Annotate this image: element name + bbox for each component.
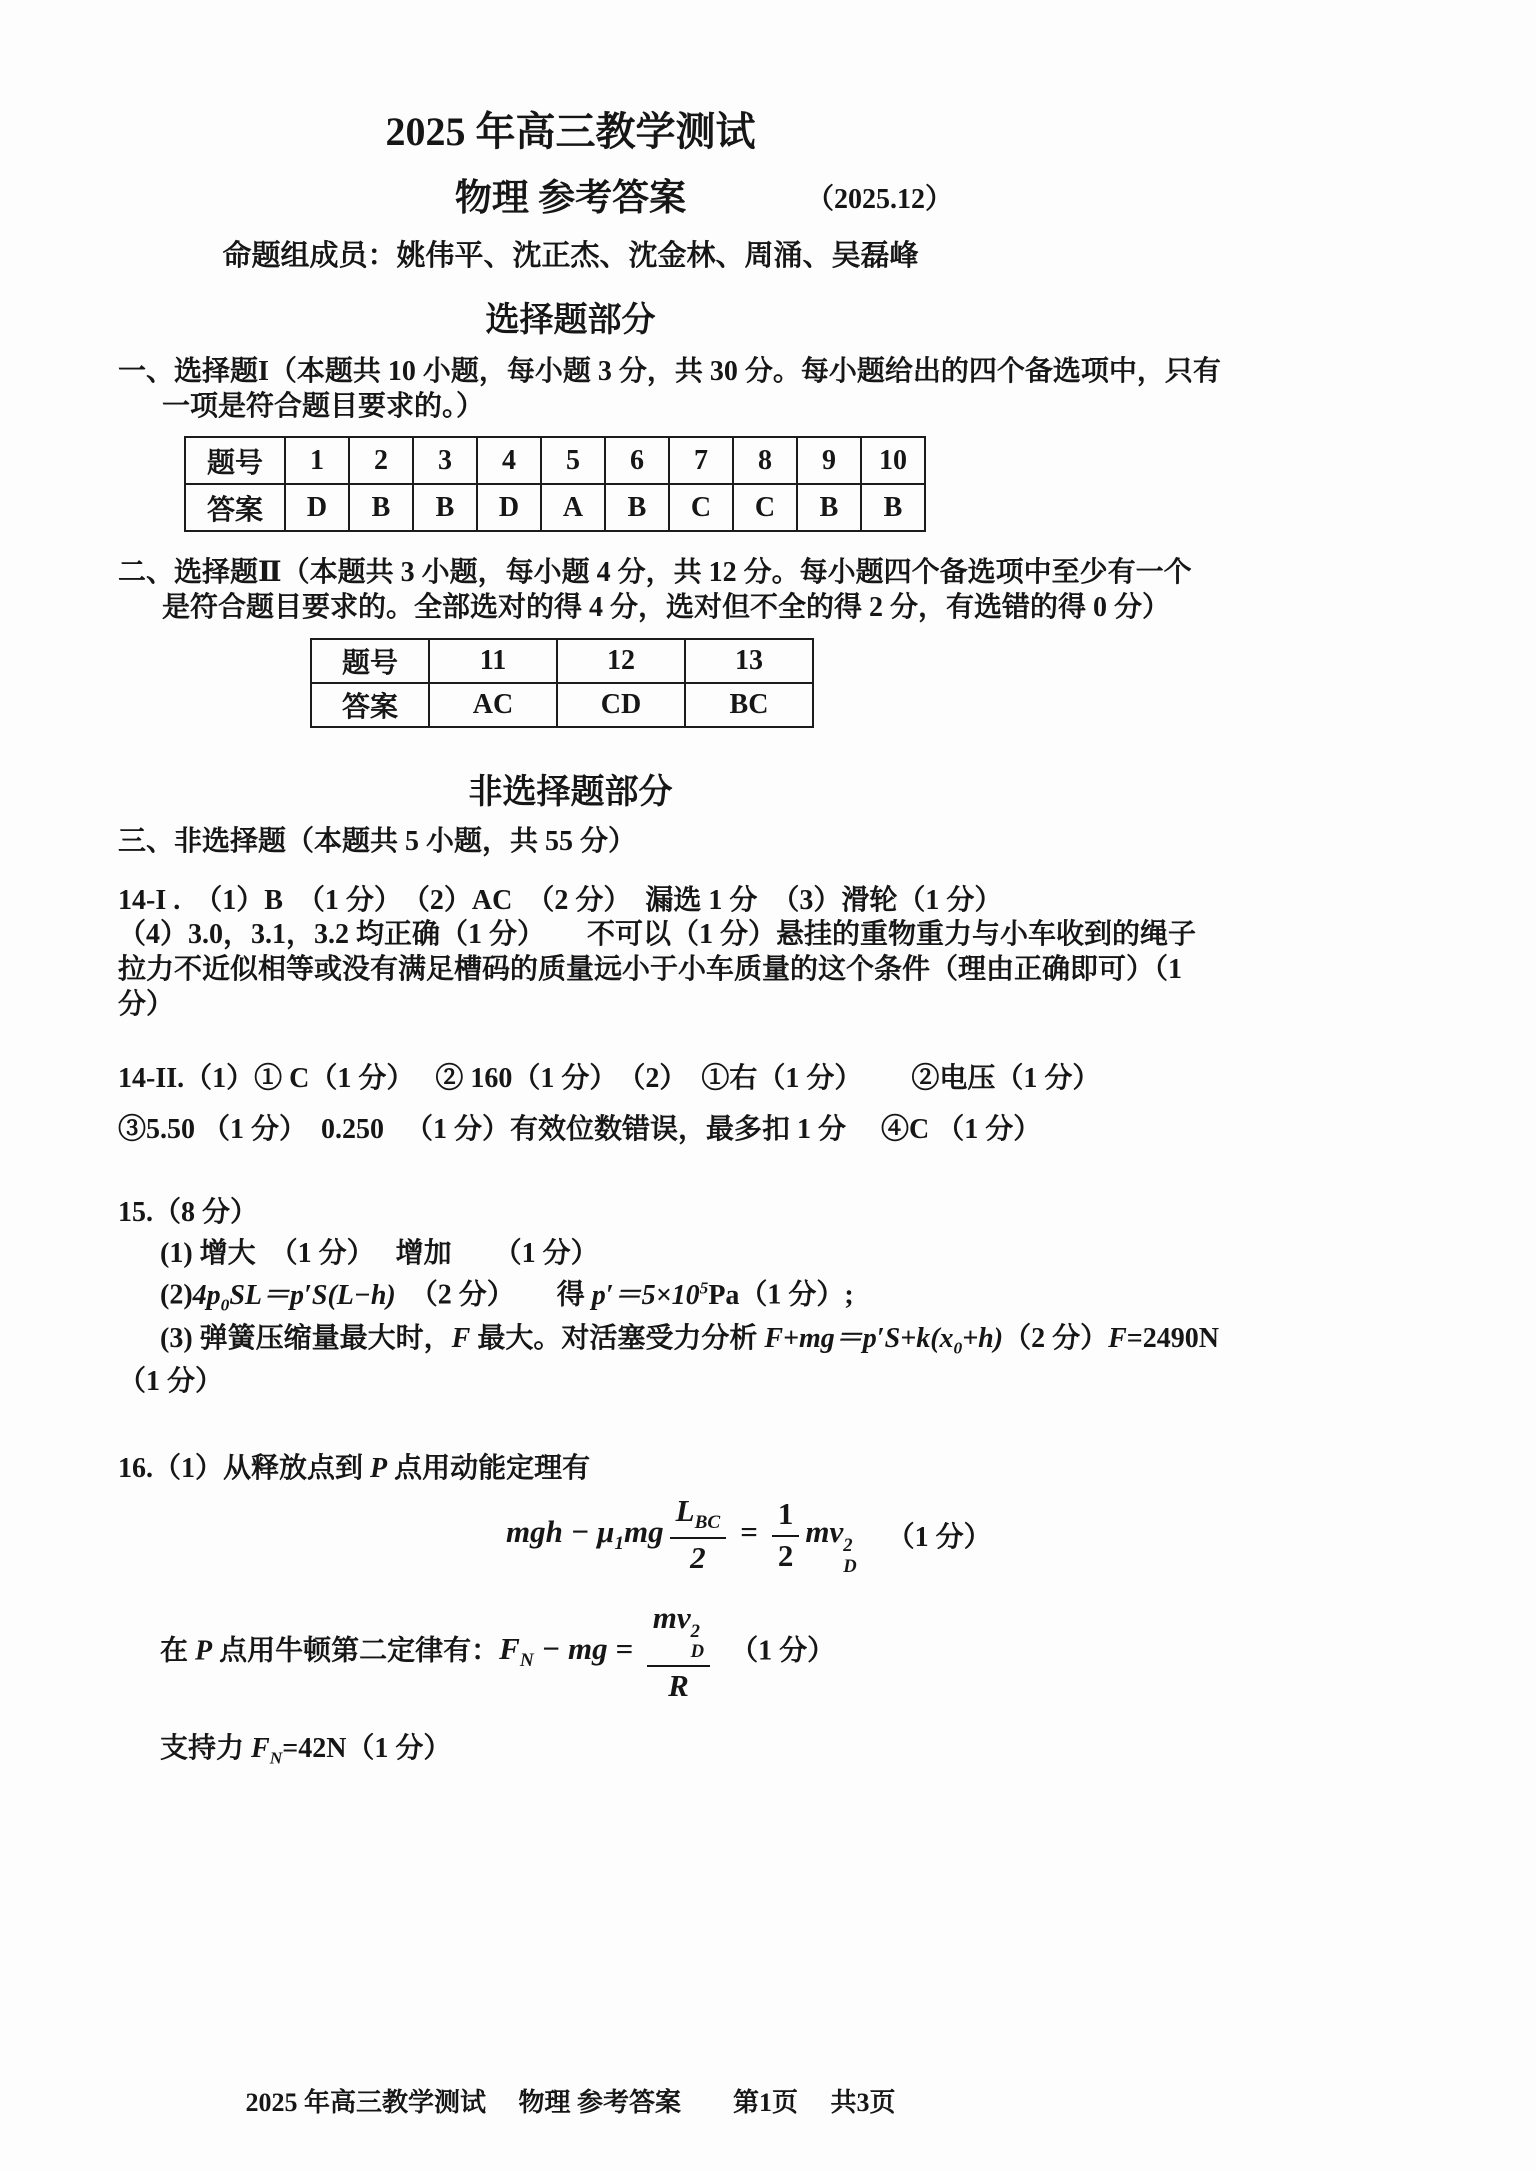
answer-cell: B <box>861 484 925 531</box>
q15-head: 15.（8 分） <box>118 1196 259 1228</box>
q16-energy-formula-row <box>506 1494 1424 1576</box>
math-var-P: P <box>370 1452 388 1484</box>
row-label-cell: 题号 <box>311 639 429 683</box>
fraction-one-half <box>772 1497 800 1573</box>
question-number-cell: 4 <box>477 437 541 484</box>
authors-line: 命题组成员：姚伟平、沈正杰、沈金林、周涌、吴磊峰 <box>222 240 919 272</box>
q15-line2-mid: （2 分） 得 <box>395 1279 592 1311</box>
q16-newton-text1: 在 <box>160 1635 196 1667</box>
q16-intro-text2: 点用动能定理有 <box>387 1452 591 1484</box>
answer-cell: CD <box>557 683 685 727</box>
q15-line2 <box>118 1277 1424 1315</box>
answer-cell: B <box>605 484 669 531</box>
question-number-cell: 9 <box>797 437 861 484</box>
q15-line3-label: (3) <box>160 1322 200 1354</box>
q15-equation-1 <box>192 1279 396 1315</box>
table-row-numbers <box>185 437 925 484</box>
noncho-heading-block <box>118 764 1023 813</box>
choice2-instructions-line2: 是符合题目要求的。全部选对的得 4 分，选对但不全的得 2 分，有选错的得 0 分） <box>162 592 1171 624</box>
choice1-instructions <box>118 355 1424 424</box>
answer-cell: AC <box>429 683 557 727</box>
math-subscript: BC <box>694 1512 721 1534</box>
choice1-instructions-line1: 一、选择题I（本题共 10 小题，每小题 3 分，共 30 分。每小题给出的四个备选项中，只有 <box>118 356 1221 387</box>
question-number-cell: 2 <box>349 437 413 484</box>
math-subscript: D <box>690 1640 705 1662</box>
answer-cell: D <box>285 484 349 531</box>
row-label-cell: 答案 <box>311 683 429 727</box>
math-text: mg <box>624 1514 664 1550</box>
q15-line3-text1: 弹簧压缩量最大时， <box>199 1322 452 1354</box>
doc-subtitle: 物理 参考答案 <box>454 178 687 219</box>
q15-line3-score: （2 分） <box>1003 1322 1109 1354</box>
unit-text: Pa <box>708 1279 740 1311</box>
math-text: mgh − μ <box>506 1514 615 1550</box>
q16-energy-formula-score: （1 分） <box>886 1522 992 1554</box>
sup-sub-stack <box>691 1622 704 1662</box>
math-subscript: N <box>269 1748 283 1768</box>
table-row-numbers <box>311 639 813 683</box>
math-text: F <box>251 1732 270 1764</box>
q16-newton-formula <box>499 1599 716 1704</box>
q15-line2-end: （1 分）; <box>739 1279 854 1311</box>
answer-cell: D <box>477 484 541 531</box>
math-superscript: 5 <box>699 1278 709 1298</box>
choice1-answer-table <box>184 436 926 532</box>
math-var-F: F <box>451 1322 471 1354</box>
doc-title: 2025 年高三教学测试 <box>385 109 756 154</box>
question-number-cell: 1 <box>285 437 349 484</box>
q16-newton-text2: 点用牛顿第二定律有： <box>212 1635 500 1667</box>
choice-section-heading: 选择题部分 <box>485 302 656 339</box>
fraction-denominator: 2 <box>690 1540 706 1576</box>
fraction-LBC-over-2 <box>670 1494 727 1575</box>
table-row-answers <box>185 484 925 531</box>
q16-intro <box>118 1452 1424 1487</box>
math-superscript: 2 <box>843 1535 853 1557</box>
math-var-P: P <box>195 1635 213 1667</box>
row-label-cell: 题号 <box>185 437 285 484</box>
q16-intro-text1: 16.（1）从释放点到 <box>118 1452 371 1484</box>
question-number-cell: 5 <box>541 437 605 484</box>
math-text: p′＝5×10 <box>591 1279 700 1311</box>
q14-part1-line3: 拉力不近似相等或没有满足槽码的质量远小于小车质量的这个条件（理由正确即可）（1 <box>118 954 1183 986</box>
fraction-numerator: 1 <box>772 1497 800 1537</box>
fraction-numerator <box>670 1494 727 1539</box>
q16-newton-row <box>118 1601 1424 1704</box>
math-text: F+mg＝p′S+k(x <box>764 1322 954 1354</box>
math-text: mv <box>805 1514 844 1550</box>
q15-line3-result: =2490N <box>1126 1322 1219 1354</box>
q14-part1-line1: 14-I . （1）B （1 分） （2）AC （2 分） 漏选 1 分 （3）滑轮（1 分） <box>118 884 1003 916</box>
question-number-cell: 6 <box>605 437 669 484</box>
q14-part2-line2: ③5.50 （1 分） 0.250 （1 分）有效位数错误，最多扣 1 分 ④C （1 分） <box>118 1114 1042 1146</box>
noncho-intro: 三、非选择题（本题共 5 小题，共 55 分） <box>118 825 637 857</box>
q16-newton-score: （1 分） <box>716 1635 836 1667</box>
question-number-cell: 8 <box>733 437 797 484</box>
subtitle-row <box>118 167 1023 221</box>
question-number-cell: 11 <box>429 639 557 683</box>
sup-sub-stack <box>843 1536 856 1576</box>
math-text: − mg = <box>533 1631 641 1667</box>
math-subscript: 0 <box>220 1295 230 1315</box>
math-subscript: N <box>519 1650 534 1672</box>
fraction-denominator: 2 <box>777 1537 794 1573</box>
fraction-denominator: R <box>668 1668 689 1704</box>
math-superscript: 2 <box>690 1620 700 1642</box>
q14-part1-block <box>118 884 1424 1023</box>
noncho-section-heading: 非选择题部分 <box>468 773 673 811</box>
q15-line1: (1) 增大 （1 分） 增加 （1 分） <box>160 1237 599 1269</box>
math-text: +h) <box>962 1322 1004 1354</box>
answer-cell: B <box>413 484 477 531</box>
q15-line4: （1 分） <box>118 1365 224 1397</box>
equals-sign: = <box>740 1514 758 1550</box>
choice2-instructions-line1: 二、选择题Ⅱ（本题共 3 小题，每小题 4 分，共 12 分。每小题四个备选项中至少有一个 <box>118 557 1192 589</box>
q14-part1-line2: （4）3.0，3.1，3.2 均正确（1 分） 不可以（1 分）悬挂的重物重力与小车收到的绳子 <box>118 919 1197 951</box>
math-text: mv <box>652 1599 691 1635</box>
q14-part1-line4: 分） <box>118 988 175 1020</box>
math-subscript: 1 <box>614 1533 624 1555</box>
math-text: SL＝p′S(L−h) <box>229 1279 396 1311</box>
header-block <box>118 100 1023 341</box>
math-var-F: F <box>1108 1322 1127 1354</box>
answer-cell: BC <box>685 683 813 727</box>
q16-support-text: 支持力 <box>160 1732 252 1764</box>
math-var-FN <box>251 1732 283 1768</box>
q15-line3 <box>118 1322 1424 1359</box>
question-number-cell: 13 <box>685 639 813 683</box>
question-number-cell: 10 <box>861 437 925 484</box>
question-number-cell: 3 <box>413 437 477 484</box>
q15-line2-label: (2) <box>160 1279 193 1311</box>
doc-date: （2025.12） <box>806 184 954 215</box>
choice1-instructions-line2: 一项是符合题目要求的。） <box>162 390 485 422</box>
answer-cell: C <box>669 484 733 531</box>
math-text: 4p <box>192 1279 221 1311</box>
row-label-cell: 答案 <box>185 484 285 531</box>
q16-energy-formula <box>506 1494 857 1576</box>
page-footer: 2025 年高三教学测试 物理 参考答案 第1页 共3页 <box>245 2088 896 2117</box>
q15-equation-2 <box>592 1280 740 1311</box>
math-subscript: 0 <box>953 1338 963 1358</box>
q16-support-line <box>118 1732 1424 1769</box>
q16-support-result: =42N（1 分） <box>282 1732 452 1764</box>
table-row-answers <box>311 683 813 727</box>
fraction-mvD2-over-R <box>647 1601 710 1704</box>
answer-cell: B <box>349 484 413 531</box>
choice2-instructions <box>118 556 1424 625</box>
math-subscript: D <box>843 1555 857 1577</box>
math-text: L <box>675 1493 695 1529</box>
math-text: F <box>499 1631 520 1667</box>
q14-part2-line1: 14-II.（1）① C（1 分） ② 160（1 分） （2） ①右（1 分） ②电压（1 分） <box>118 1063 1101 1095</box>
q15-line3-text2: 最大。对活塞受力分析 <box>470 1322 765 1354</box>
question-number-cell: 12 <box>557 639 685 683</box>
answer-cell: C <box>733 484 797 531</box>
q15-equation-3 <box>764 1322 1004 1358</box>
answer-cell: B <box>797 484 861 531</box>
question-number-cell: 7 <box>669 437 733 484</box>
fraction-numerator <box>647 1601 710 1667</box>
choice2-answer-table <box>310 638 814 728</box>
answer-cell: A <box>541 484 605 531</box>
